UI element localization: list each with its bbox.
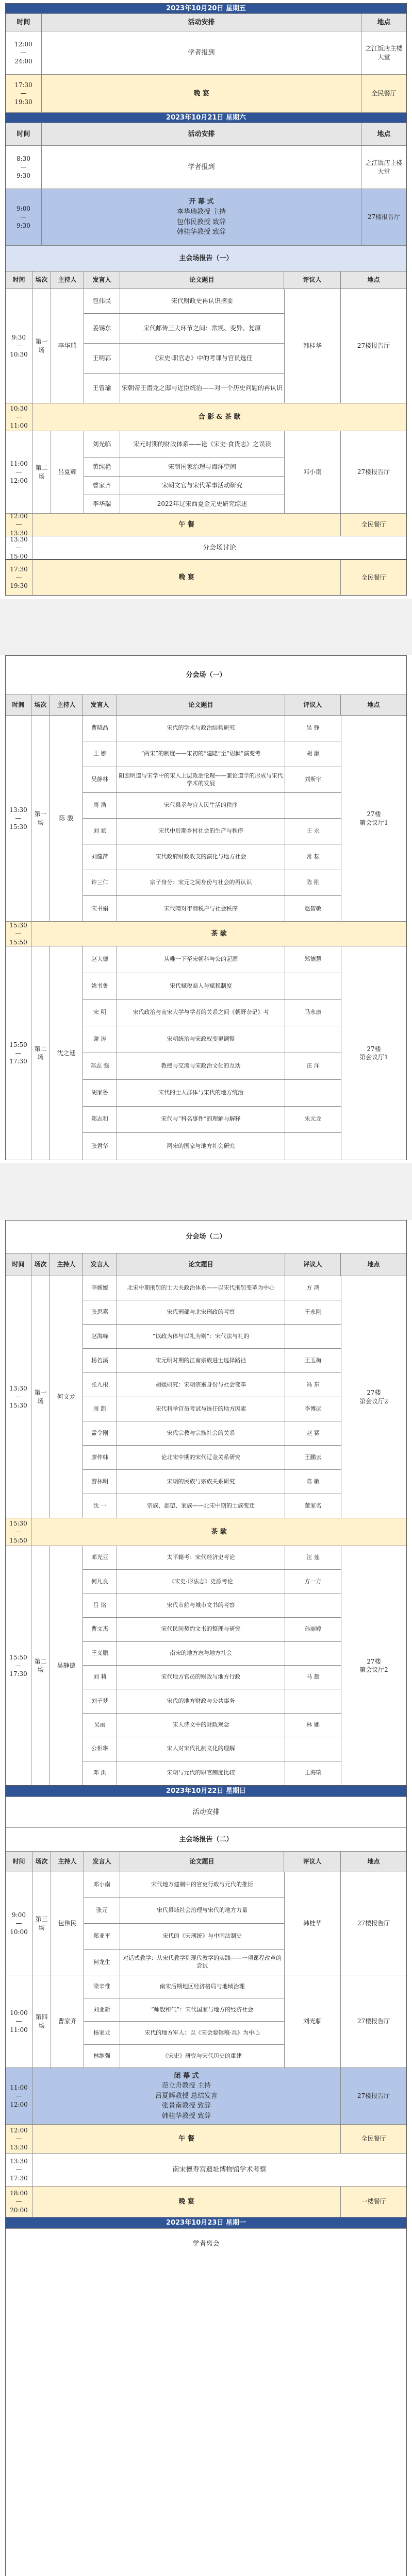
commentator-name: 王永刚 [304,1308,322,1315]
paper-title: “两宋”的制度——宋初的“建隆”至“诏狱”演变考 [117,741,285,767]
commentator-name: 朱元龙 [304,1115,322,1123]
speaker-name: 胡家鲁 [83,1080,117,1106]
table-row [83,1666,341,1689]
commentator-name: 方 鸿 [306,1284,320,1291]
speaker-name: 曹文杰 [83,1618,117,1641]
table-row [84,1872,284,1898]
table-row [83,1397,341,1421]
paper-title: 南宋后期地区经济格局与地域治理 [159,1982,245,1990]
speaker-name: 何凡良 [83,1570,117,1593]
speaker-name: 王 娜 [83,741,117,767]
commentator-name: 汪 莲 [306,1554,320,1561]
speaker-name: 李婉媛 [83,1276,117,1300]
speaker-name: 杨若溪 [83,1349,117,1372]
paper-title: 宋代宗教与宗族社会的关系 [117,1421,285,1445]
speaker-name: 刘子梦 [83,1689,117,1713]
paper-title: 阳照明道与宋学中的宋人上层政治伦理——兼论道学的形成与宋代学术的发展 [117,767,285,792]
paper-title: 论北宋中期的宋代辽金关系研究 [117,1446,285,1469]
commentator-name [285,1026,341,1053]
table-row [83,767,341,793]
commentator-name: 林 娜 [306,1721,320,1728]
table-row [84,1950,284,1975]
paper-title: 宋代政治与南宋大学与学者的关系之间《朝野杂记》考 [117,1000,285,1026]
commentator-name: 汪 洋 [306,1062,320,1069]
paper-title: 两宋的国家与地方社会研究 [117,1133,285,1160]
commentator-name [285,973,341,999]
speaker-name: 公相琳 [83,1737,117,1760]
table-row [83,1546,341,1570]
speaker-name: 王义鹏 [83,1642,117,1665]
paper-title: 宋代的地方财政与公共事务 [117,1689,285,1713]
sheet-1b [5,560,407,596]
commentator-name [285,1325,341,1348]
paper-title: 宋代科举官员考试与选任的地方因素 [117,1397,285,1421]
commentator-name: 刘斯宇 [304,776,322,783]
speaker-name: 吕 铭 [83,1594,117,1617]
commentator-name [285,1642,341,1665]
speaker-name: 张君华 [83,1133,117,1160]
speaker-name: 吴丽 [83,1714,117,1737]
sub-venue-1: 分会场（一） 时间 场次 主持人 发言人 论文题目 评议人 地点 13:30 — 15:30 第一场 陈 骏 27楼 第会议厅1 曹晓晶 宋代的学术与政治结构研究 吴 铮 王 娜 “两宋”的制度——宋初的“建隆”至“诏狱”演变考 胡 灏 吴静林 阳照明道与宋学中的宋人上层政治伦理——兼论道学的形成与宋代学术的发展 刘斯宇 周 浩 宋代县丞与官人民生活的秩序 刘 斌 宋代中后期乡村社会的生产与秩序 王 永 刘健萍 宋代政府财政收支的演化与地方社会 常 耘 许三仁 宗子身分：宋元之间身份与社会的再认识 陈 刚 宋书娟 宋代晴对市商税户与社会秩序 赵智敏 15:30 — 15:50 茶 歇 15:50 — 17:30 第二场 沈之廷 27楼 第会议厅1 赵大德 从唯一下至宋朝科与公的起源 郑德慧 姚书鲁 宋代赋税商人与赋税制度 宋 明 宋代政治与南宋大学与学者的关系之间《朝野杂记》考 马永康 谢 涛 宋朝统治与宋政权变更调整 郑志 强 教授与交流与宋政治文化的互动 汪 洋 胡家鲁 宋代的士人群体与宋代的地方统治 郑志和 宋代与“科名事件”的理解与解释 朱元龙 张君华 两宋的国家与地方社会研究 [5,655,407,1160]
day-header: 2023年10月23日 星期一 [6,2217,406,2229]
speaker-name: 姚书鲁 [83,973,117,999]
paper-title: 宋代刑部与北宋刑政的考察 [117,1300,285,1324]
table-row [83,1000,341,1027]
commentator-name: 赵智敏 [304,905,322,912]
table-row [83,1421,341,1446]
paper-title: 胡媛研究：宋朝宗室身份与社会变革 [117,1373,285,1397]
day-header: 2023年10月21日 星期六 [6,113,406,123]
table-row [83,793,341,819]
opening-ceremony-row: 9:00 — 9:30 开 幕 式 李华瑞教授 主持 包伟民教授 致辞 韩桂华教授 致辞 27楼报告厅 [6,189,406,246]
lunch-row: 12:00 — 13:30 午 餐 全民餐厅 [6,514,406,536]
speaker-name: 刘健萍 [83,844,117,870]
sub-venue-2: 分会场（二） 时间 场次 主持人 发言人 论文题目 评议人 地点 13:30 — 15:30 第一场 何文龙 27楼 第会议厅2 李婉媛 北宋中期刑罚的士大夫政治体系——以宋代刑罚变革为中心 方 鸿 张思嘉 宋代刑部与北宋刑政的考察 王永刚 赵海峰 “以政为体与以礼为则”：宋代法与礼的 杨若溪 宋元明时期的江南宗族进士选择路径 王玉梅 张九根 胡媛研究：宋朝宗室身份与社会变革 冯 东 周 凯 宋代科举官员考试与选任的地方因素 李博远 孟令刚 宋代宗教与宗族社会的关系 赵 猛 廖仲韩 论北宋中期的宋代辽金关系研究 王鹏云 游林明 宋朝的民族与宗族关系研究 陈 敏 沈 一 宗族、郡望、家族——北宋中期的士族变迁 董家名 15:30 — 15:50 茶 歇 15:50 — 17:30 第二场 吴静德 27楼 第会议厅2 邓光亚 太平籍考：宋代经济史考论 汪 莲 何凡良 《宋史·形法志》史源考论 方一方 吕 铭 宋代市舶与城市文书的考察 曹文杰 宋代民间契约文书的整理与研究 孙丽婷 王义鹏 南宋的地方志与地方社会 刘 莉 宋代地方官员的财政与地方行政 马 超 刘子梦 宋代的地方财政与公共事务 吴丽 宋人诗文中的财政观念 林 娜 公相琳 宋人对宋代礼制文化的理解 邓 洪 宋朝与元代的职官制度比较 王海瑞 [5,1220,407,1786]
speaker-name: 杨家龙 [84,2022,120,2044]
commentator-name: 冯 东 [306,1381,320,1388]
speaker-name: 郑志和 [83,1107,117,1133]
speaker-name: 刘 莉 [83,1666,117,1689]
paper-title: 宋代民间契约文书的整理与研究 [117,1618,285,1641]
paper-title: 宋朝与元代的职官制度比较 [117,1761,285,1785]
paper-title: 《宋史·形法志》史源考论 [117,1570,285,1593]
table-row [84,1975,284,1998]
day-header: 2023年10月20日 星期五 [6,4,406,14]
table-row [83,1325,341,1349]
speaker-name: 谢 涛 [83,1026,117,1053]
speaker-name: 张思嘉 [83,1300,117,1324]
table-row [83,1349,341,1373]
plenary-session-4: 10:00 — 11:00 第四场 曹家齐 刘光临 27楼报告厅 [6,1975,406,2068]
commentator-name: 方一方 [304,1578,322,1585]
table-row [83,1373,341,1397]
paper-title: 宋代的士人群体与宋代的地方统治 [117,1080,285,1106]
commentator-name: 马永康 [304,1009,322,1016]
speaker-name: 刘 斌 [83,819,117,844]
speaker-name: 何龙生 [84,1950,120,1975]
table-row [83,1570,341,1594]
paper-title: 宋代地方建制中的官吏行政与元代的推衍 [151,1881,253,1888]
commentator-name [285,1594,341,1617]
speaker-name: 孟令刚 [83,1421,117,1445]
paper-title: 宗子身分：宋元之间身份与社会的再认识 [117,870,285,895]
paper-title: 宋代县域社会治理与宋代的地方力量 [157,1907,248,1914]
paper-title: 宋元明时期的江南宗族进士选择路径 [117,1349,285,1372]
closing-ceremony-row: 11:00 — 12:00 闭 幕 式 范立舟教授 主持 吕夏辉教授 总结发言 张景南教授 致辞 韩桂华教授 致辞 27楼报告厅 [6,2068,406,2125]
speaker-name: 刘亚新 [84,1998,120,2021]
commentator-name: 郑德慧 [304,955,322,962]
commentator-name [285,1737,341,1760]
paper-title: 宋代的地方军人：以《宋会要辑稿·兵》为中心 [144,2029,260,2036]
paper-title: 宋代地方官员的财政与地方行政 [117,1666,285,1689]
sub1-session-2: 15:50 — 17:30 第二场 沈之廷 27楼 第会议厅1 [6,946,406,1160]
paper-title: 宋人诗文中的财政观念 [117,1714,285,1737]
day-header: 2023年10月22日 星期日 [6,1786,406,1797]
paper-title: 宋代与“科名事件”的理解与解释 [117,1107,285,1133]
speaker-name: 邓光亚 [83,1546,117,1569]
speaker-name: 邓小南 [84,1872,120,1897]
speaker-name: 郑志 强 [83,1053,117,1079]
table-row [83,1642,341,1666]
paper-title: 从唯一下至宋朝科与公的起源 [117,946,285,973]
speaker-name: 赵海峰 [83,1325,117,1348]
speaker-name: 游林明 [83,1470,117,1494]
tea-break-row: 15:30 — 15:50 茶 歇 [6,1518,406,1546]
table-row [83,1689,341,1713]
dinner-row: 17:30 — 19:30 晚 宴 全民餐厅 [6,75,406,113]
speaker-name: 宋 明 [83,1000,117,1026]
table-row [83,1494,341,1518]
plenary-session-2: 11:00 — 12:00 第二场 吕夏辉 邓小南 27楼报告厅 [6,431,406,514]
commentator-name [285,1689,341,1713]
table-row [83,1080,341,1107]
table-row [83,1714,341,1737]
speaker-name: 郑亚平 [84,1924,120,1949]
table-row [83,844,341,870]
table-row [83,1446,341,1470]
plenary-title: 主会场报告（一） [6,246,406,272]
paper-title: 宋朝统治与宋政权变更调整 [117,1026,285,1053]
sub2-session-1: 13:30 — 15:30 第一场 何文龙 27楼 第会议厅2 [6,1276,406,1518]
commentator-name: 常 耘 [306,853,320,860]
speaker-name: 沈 一 [83,1494,117,1518]
table-row [83,1737,341,1761]
paper-title: 教授与交流与宋政治文化的互动 [117,1053,285,1079]
table-row [83,1026,341,1053]
speaker-name: 林维强 [84,2045,120,2068]
commentator-name: 胡 灏 [306,750,320,757]
speaker-name: 梁辛惟 [84,1975,120,1998]
commentator-name: 李博远 [304,1405,322,1412]
table-row [84,1998,284,2022]
speaker-name: 赵大德 [83,946,117,973]
table-row [84,1898,284,1924]
table-row [83,896,341,922]
table-row [83,1300,341,1325]
sheet-1: 2023年10月20日 星期五 时间 活动安排 地点 12:00 — 24:00 学者报到 之江饭店主楼大堂 17:30 — 19:30 晚 宴 全民餐厅 2023年10月21日 星期六 时间 活动安排 地点 8:30 — 9:30 学者报到 之江饭店主楼大堂 9:00 — 9:30 开 幕 式 李华瑞教授 主持 包伟民教授 致辞 韩桂华教授 致辞 27楼报告厅 主会场报告（一） 时间 场次 主持人 发言人 论文题目 评议人 地点 9:30 — 10:30 第一场 李华瑞 韩桂华 27楼报告厅 包伟民 宋代财政史再认识摘要 姜锡东 宋代邮传三大环节之间：常规、变异、复原 王明荪 《宋史·职官志》中的考课与官员选任 王曾瑜 宋朝帝王潜龙之邸与近臣统治——对一个历史问题的再认识 10:30 — 11:00 合 影 & 茶 歇 11:00 — 12:00 第二场 吕夏辉 邓小南 27楼报告厅 刘光临 宋元时期的财政体系——论《宋史·食货志》之误读 黄纯艳 宋朝国家治理与海洋空间 曹家齐 宋朝文官与宋代军事活动研究 李华瑞 2022年辽宋西夏金元史研究综述 12:00 — 13:30 午 餐 全民餐厅 13:30 — 15:00 分会场讨论 [5,3,407,560]
paper-title: “师殷和气”：宋代国家与地方的经济社会 [151,2006,254,2013]
table-row [83,1133,341,1160]
paper-title: 对话式教学：从宋代教学到现代教学的实践——一项课程改革的尝试 [123,1955,282,1969]
table-row [83,1053,341,1080]
speaker-name: 廖仲韩 [83,1446,117,1469]
table-row [83,1276,341,1300]
sub1-session-1: 13:30 — 15:30 第一场 陈 骏 27楼 第会议厅1 [6,716,406,922]
discussion-row: 13:30 — 15:00 分会场讨论 [6,536,406,560]
paper-title: 宋人对宋代礼制文化的理解 [117,1737,285,1760]
paper-title: 北宋中期刑罚的士大夫政治体系——以宋代刑罚变革为中心 [117,1276,285,1300]
table-row [84,2022,284,2045]
paper-title: 南宋的地方志与地方社会 [117,1642,285,1665]
commentator-name: 陈 刚 [306,879,320,886]
paper-title: 宋代晴对市商税户与社会秩序 [117,896,285,922]
paper-title: 宋代市舶与城市文书的考察 [117,1594,285,1617]
sheet-4: 2023年10月22日 星期日 活动安排 主会场报告（二） 时间 场次 主持人 发言人 论文题目 评议人 地点 9:00 — 10:00 第三场 包伟民 韩桂华 27楼报告厅 邓小南 宋代地方建制中的官吏行政与元代的推衍 张元 宋代县域社会治理与宋代的地方力量 郑亚平 宋代的《宋刑统》与中国法制史 何龙生 对话式教学：从宋代教学到现代教学的实践——一项课程改革的尝试 10:00 — 11:00 第四场 曹家齐 刘光临 27楼报告厅 梁辛惟 南宋后期地区经济格局与地域治理 刘亚新 “师殷和气”：宋代国家与地方的经济社会 杨家龙 宋代的地方军人：以《宋会要辑稿·兵》为中心 林维强 《宋史》研究与宋代历史的重建 11:00 — 12:00 闭 幕 式 范立舟教授 主持 吕夏辉教授 总结发言 张景南教授 致辞 韩桂华教授 致辞 27楼报告厅 12:00 — 13:30 午 餐 全民餐厅 13:30 — 17:30 南宋德寿宫遗址博物馆学术考察 18:00 — 20:00 晚 宴 一楼餐厅 2023年10月23日 星期一 学者离会 [5,1786,407,2576]
lunch-row: 12:00 — 13:30 午 餐 全民餐厅 [6,2125,406,2154]
table-row [83,1107,341,1133]
dinner-row: 17:30 — 19:30 晚 宴 全民餐厅 [6,560,406,595]
speaker-name: 张九根 [83,1373,117,1397]
commentator-name: 陈 敏 [306,1478,320,1485]
plenary-session-3: 9:00 — 10:00 第三场 包伟民 韩桂华 27楼报告厅 [6,1872,406,1975]
paper-title: 宋代赋税商人与赋税制度 [117,973,285,999]
commentator-name [285,1080,341,1106]
paper-title: 宗族、郡望、家族——北宋中期的士族变迁 [117,1494,285,1518]
paper-title: 《宋史》研究与宋代历史的重建 [162,2053,242,2060]
table-row [83,1594,341,1618]
speaker-name: 宋书娟 [83,896,117,922]
speaker-name: 曹晓晶 [83,716,117,741]
commentator-name: 王鹏云 [304,1453,322,1461]
commentator-name: 马 超 [306,1673,320,1681]
commentator-name [285,793,341,818]
commentator-name: 王玉梅 [304,1357,322,1364]
sub2-session-2: 15:50 — 17:30 第二场 吴静德 27楼 第会议厅2 [6,1546,406,1785]
commentator-name: 孙丽婷 [304,1625,322,1633]
table-row [83,716,341,741]
speaker-name: 周 浩 [83,793,117,818]
field-trip-row: 13:30 — 17:30 南宋德寿宫遗址博物馆学术考察 [6,2154,406,2187]
speaker-name: 邓 洪 [83,1761,117,1785]
table-row [83,946,341,973]
commentator-name: 王海瑞 [304,1769,322,1776]
commentator-name: 王 永 [306,827,320,835]
commentator-name: 吴 铮 [306,724,320,732]
table-row [83,819,341,844]
table-row [83,1470,341,1494]
speaker-name: 张元 [84,1898,120,1923]
check-in-row: 12:00 — 24:00 学者报到 之江饭店主楼大堂 [6,31,406,75]
plenary-session-1: 9:30 — 10:30 第一场 李华瑞 韩桂华 27楼报告厅 [6,289,406,403]
paper-title: 宋朝的民族与宗族关系研究 [117,1470,285,1494]
paper-title: 太平籍考：宋代经济史考论 [117,1546,285,1569]
table-row [83,973,341,1000]
speaker-name: 吴静林 [83,767,117,792]
dinner-row: 18:00 — 20:00 晚 宴 一楼餐厅 [6,2187,406,2217]
speaker-name: 许三仁 [83,870,117,895]
commentator-name: 董家名 [304,1502,322,1510]
paper-title: 宋代中后期乡村社会的生产与秩序 [117,819,285,844]
paper-title: 宋代的《宋刑统》与中国法制史 [162,1933,242,1940]
paper-title: 宋代县丞与官人民生活的秩序 [117,793,285,818]
table-row [83,1761,341,1785]
table-row [83,741,341,767]
speaker-name: 周 凯 [83,1397,117,1421]
table-row [84,2045,284,2068]
tea-break-row: 15:30 — 15:50 茶 歇 [6,922,406,946]
commentator-name [285,1133,341,1160]
paper-title: 宋代的学术与政治结构研究 [117,716,285,741]
paper-title: 宋代政府财政收支的演化与地方社会 [117,844,285,870]
paper-title: “以政为体与以礼为则”：宋代法与礼的 [117,1325,285,1348]
photo-break-row: 10:30 — 11:00 合 影 & 茶 歇 [6,403,406,431]
table-row [83,870,341,896]
table-row [84,1924,284,1950]
table-row [83,1618,341,1641]
commentator-name: 赵 猛 [306,1429,320,1436]
